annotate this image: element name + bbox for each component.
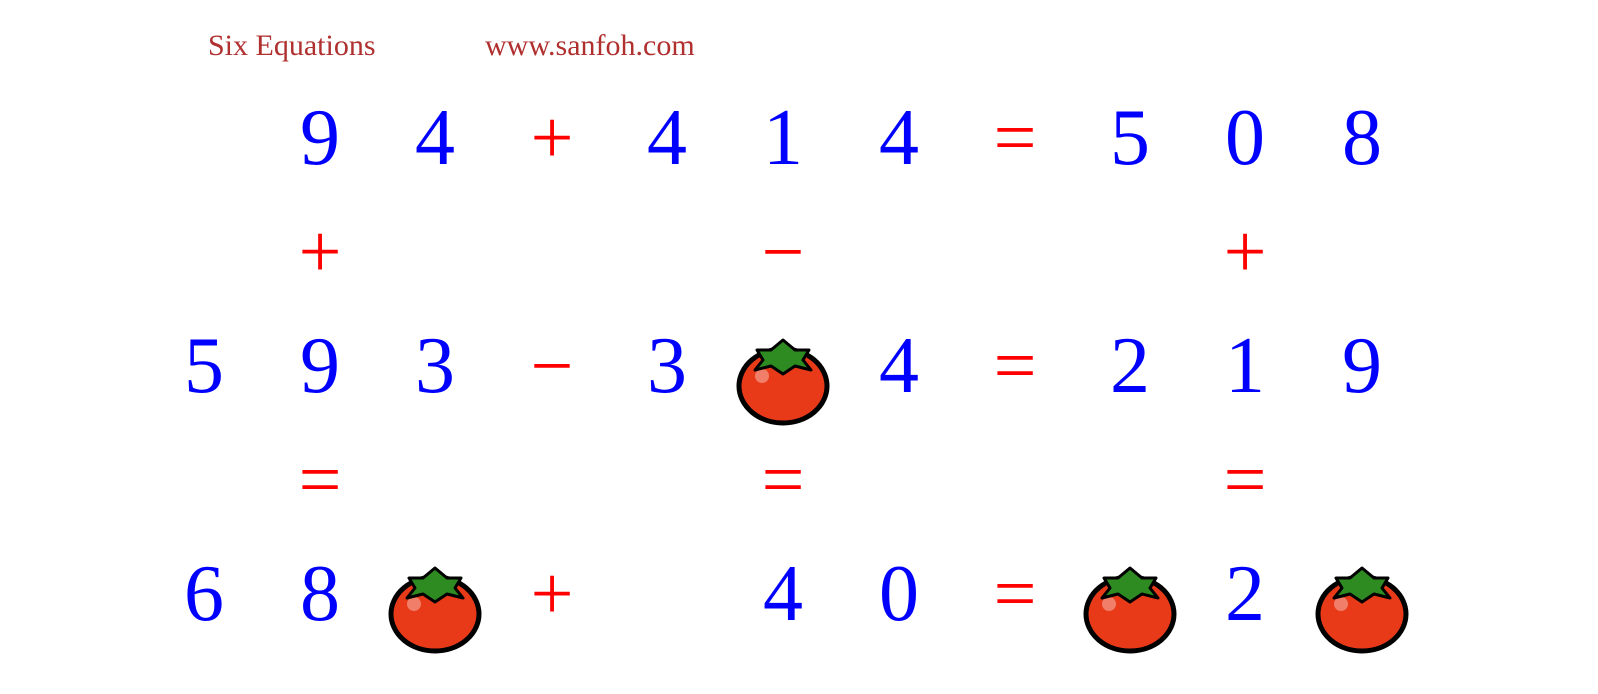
site-url[interactable]: www.sanfoh.com	[485, 29, 695, 62]
digit-cell: 2	[1110, 322, 1150, 410]
equals-sign: =	[993, 552, 1037, 636]
digit-cell: 5	[184, 322, 224, 410]
equals-sign: =	[1223, 438, 1267, 522]
digit-cell: 4	[879, 322, 919, 410]
digit-cell: 4	[415, 94, 455, 182]
digit-cell: 8	[300, 550, 340, 638]
digit-cell: 9	[300, 322, 340, 410]
digit-cell: 4	[647, 94, 687, 182]
digit-cell: 1	[1225, 322, 1265, 410]
digit-cell: 9	[300, 94, 340, 182]
tomato-icon	[735, 336, 831, 426]
digit-cell: 4	[879, 94, 919, 182]
digit-cell: 1	[763, 94, 803, 182]
digit-cell: 5	[1110, 94, 1150, 182]
hidden-digit-cell[interactable]	[385, 544, 485, 644]
plus-sign: +	[1223, 210, 1267, 294]
equals-sign: =	[993, 96, 1037, 180]
digit-cell: 0	[879, 550, 919, 638]
hidden-digit-cell[interactable]	[1080, 544, 1180, 644]
digit-cell: 3	[647, 322, 687, 410]
minus-sign: −	[761, 210, 805, 294]
puzzle-title: Six Equations	[208, 29, 376, 62]
plus-sign: +	[298, 210, 342, 294]
equals-sign: =	[298, 438, 342, 522]
hidden-digit-cell[interactable]	[733, 316, 833, 416]
digit-cell: 2	[1225, 550, 1265, 638]
tomato-icon	[387, 564, 483, 654]
digit-cell: 6	[184, 550, 224, 638]
tomato-icon	[1314, 564, 1410, 654]
digit-cell: 3	[415, 322, 455, 410]
plus-sign: +	[530, 552, 574, 636]
tomato-icon	[1082, 564, 1178, 654]
plus-sign: +	[530, 96, 574, 180]
digit-cell: 9	[1342, 322, 1382, 410]
digit-cell: 0	[1225, 94, 1265, 182]
digit-cell: 4	[763, 550, 803, 638]
digit-cell: 8	[1342, 94, 1382, 182]
equals-sign: =	[993, 324, 1037, 408]
equals-sign: =	[761, 438, 805, 522]
minus-sign: −	[530, 324, 574, 408]
hidden-digit-cell[interactable]	[1312, 544, 1412, 644]
